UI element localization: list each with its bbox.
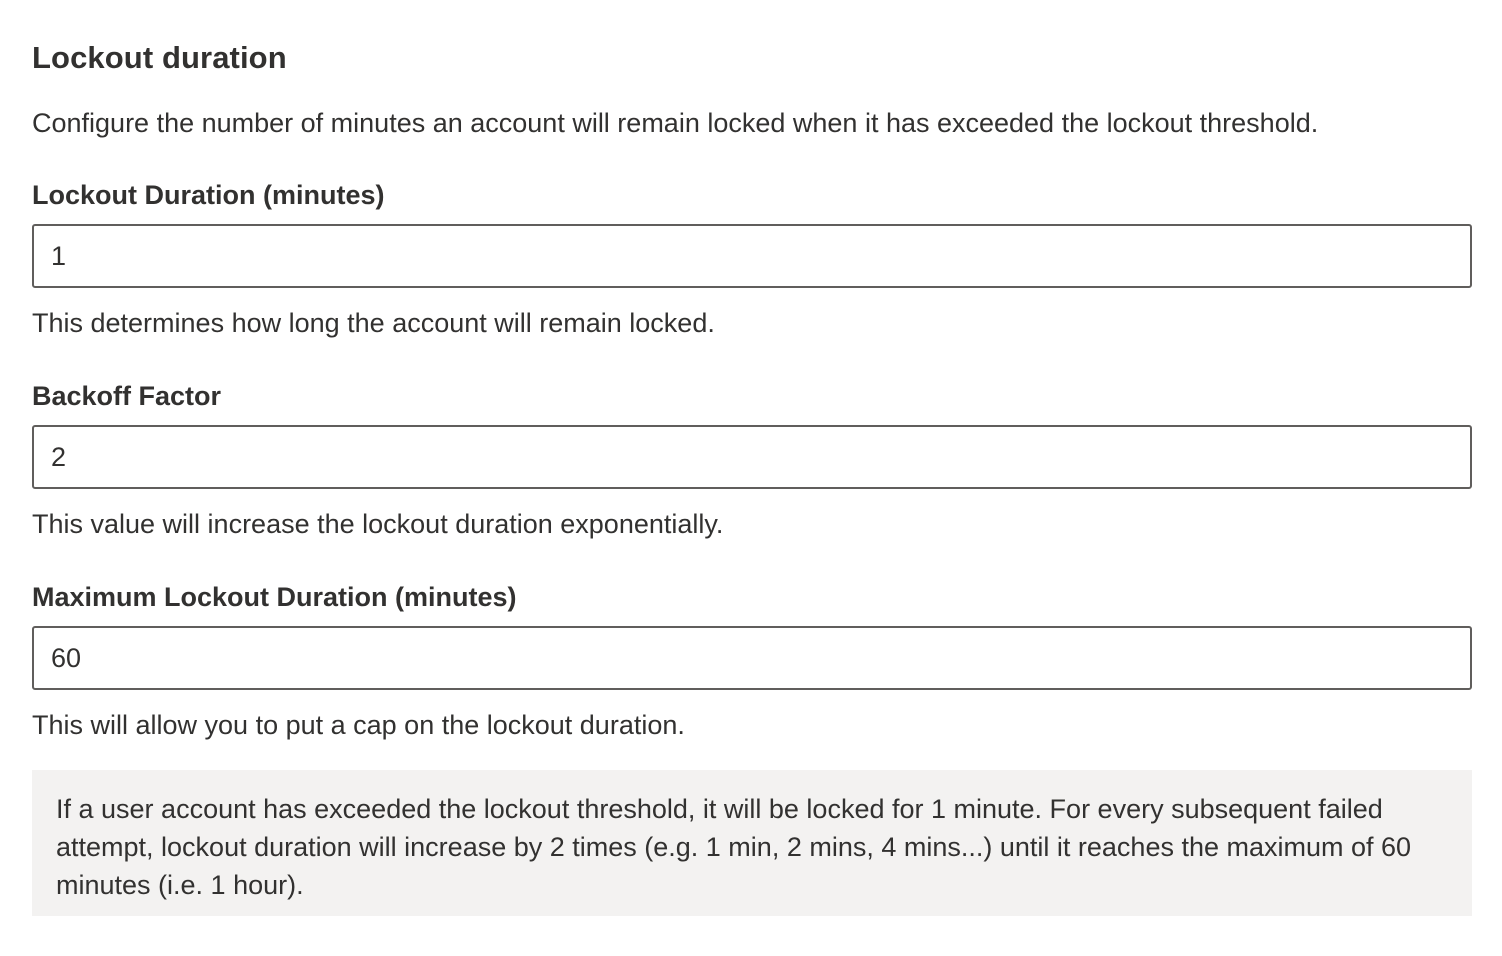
section-title: Lockout duration: [32, 40, 287, 75]
max-lockout-duration-help: This will allow you to put a cap on the lockout duration.: [32, 710, 685, 740]
max-lockout-duration-label: Maximum Lockout Duration (minutes): [32, 582, 517, 612]
info-message-box: [32, 770, 1472, 916]
max-lockout-duration-input[interactable]: [32, 626, 1472, 690]
info-message-text: If a user account has exceeded the lockout threshold, it will be locked for 1 minute. For every subsequent failed attempt, lockout duration will increase by 2 times (e.g. 1 min, 2 mins, 4 mins...) until it reaches the maximum of 60 minutes (i.e. 1 hour).: [56, 794, 1412, 900]
backoff-factor-label: Backoff Factor: [32, 381, 222, 411]
backoff-factor-help: This value will increase the lockout duration exponentially.: [32, 509, 724, 539]
lockout-duration-input[interactable]: [32, 224, 1472, 288]
backoff-factor-input[interactable]: [32, 425, 1472, 489]
lockout-duration-help: This determines how long the account will remain locked.: [32, 308, 715, 338]
section-description: Configure the number of minutes an account will remain locked when it has exceeded the lockout threshold.: [32, 108, 1319, 138]
lockout-duration-label: Lockout Duration (minutes): [32, 180, 385, 210]
